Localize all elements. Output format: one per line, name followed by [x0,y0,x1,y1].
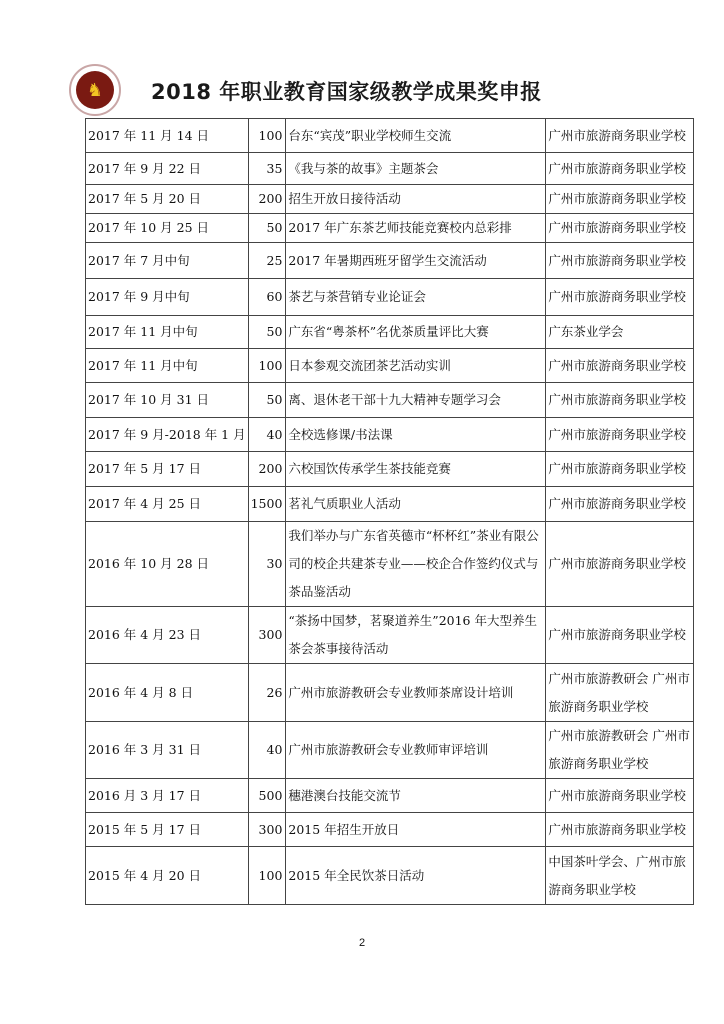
count-cell: 40 [248,722,286,779]
date-cell: 2017 年 5 月 17 日 [86,452,249,487]
count-cell: 50 [248,383,286,418]
event-cell: 穗港澳台技能交流节 [286,779,546,813]
date-cell: 2017 年 4 月 25 日 [86,487,249,522]
count-cell: 30 [248,522,286,607]
date-cell: 2016 年 4 月 8 日 [86,664,249,722]
page-number: 2 [358,937,366,949]
page-title: 2018 年职业教育国家级教学成果奖申报 [151,80,542,104]
count-cell: 300 [248,607,286,664]
event-cell: 茗礼气质职业人活动 [286,487,546,522]
table-row [86,119,694,153]
organizer-cell: 广州市旅游商务职业学校 [546,522,694,607]
table-row [86,452,694,487]
count-cell: 100 [248,349,286,383]
count-cell: 100 [248,847,286,905]
organizer-cell: 广东茶业学会 [546,316,694,349]
date-cell: 2017 年 9 月中旬 [86,279,249,316]
date-cell: 2016 年 4 月 23 日 [86,607,249,664]
table-row [86,418,694,452]
count-cell: 26 [248,664,286,722]
event-cell: 2015 年招生开放日 [286,813,546,847]
organizer-cell: 广州市旅游商务职业学校 [546,349,694,383]
event-cell: “茶扬中国梦，茗聚道养生”2016 年大型养生茶会茶事接待活动 [286,607,546,664]
table-row [86,607,694,664]
count-cell: 50 [248,214,286,243]
count-cell: 50 [248,316,286,349]
organizer-cell: 广州市旅游教研会 广州市旅游商务职业学校 [546,664,694,722]
table-row [86,522,694,607]
date-cell: 2017 年 11 月中旬 [86,349,249,383]
organizer-cell: 广州市旅游商务职业学校 [546,243,694,279]
event-cell: 六校国饮传承学生茶技能竞赛 [286,452,546,487]
date-cell: 2017 年 10 月 25 日 [86,214,249,243]
organizer-cell: 广州市旅游商务职业学校 [546,185,694,214]
event-cell: 茶艺与茶营销专业论证会 [286,279,546,316]
activity-table [85,118,694,905]
organizer-cell: 广州市旅游商务职业学校 [546,813,694,847]
date-cell: 2017 年 7 月中旬 [86,243,249,279]
count-cell: 1500 [248,487,286,522]
count-cell: 200 [248,185,286,214]
table-row [86,779,694,813]
date-cell: 2017 年 9 月-2018 年 1 月 [86,418,249,452]
event-cell: 2015 年全民饮茶日活动 [286,847,546,905]
organizer-cell: 广州市旅游商务职业学校 [546,153,694,185]
table-row [86,185,694,214]
date-cell: 2016 月 3 月 17 日 [86,779,249,813]
school-emblem-icon: ♞ [69,64,121,116]
event-cell: 招生开放日接待活动 [286,185,546,214]
date-cell: 2017 年 11 月中旬 [86,316,249,349]
count-cell: 25 [248,243,286,279]
date-cell: 2015 年 4 月 20 日 [86,847,249,905]
count-cell: 500 [248,779,286,813]
table-row [86,153,694,185]
organizer-cell: 广州市旅游商务职业学校 [546,418,694,452]
date-cell: 2017 年 5 月 20 日 [86,185,249,214]
table-row [86,214,694,243]
count-cell: 35 [248,153,286,185]
date-cell: 2017 年 9 月 22 日 [86,153,249,185]
table-row [86,487,694,522]
organizer-cell: 中国茶叶学会、广州市旅游商务职业学校 [546,847,694,905]
table-row [86,664,694,722]
event-cell: 日本参观交流团茶艺活动实训 [286,349,546,383]
event-cell: 全校选修课/书法课 [286,418,546,452]
organizer-cell: 广州市旅游商务职业学校 [546,607,694,664]
event-cell: 广东省“粤茶杯”名优茶质量评比大赛 [286,316,546,349]
organizer-cell: 广州市旅游商务职业学校 [546,214,694,243]
organizer-cell: 广州市旅游商务职业学校 [546,279,694,316]
date-cell: 2017 年 10 月 31 日 [86,383,249,418]
organizer-cell: 广州市旅游商务职业学校 [546,452,694,487]
event-cell: 《我与茶的故事》主题茶会 [286,153,546,185]
event-cell: 2017 年暑期西班牙留学生交流活动 [286,243,546,279]
table-row [86,279,694,316]
table-row [86,813,694,847]
table-row [86,847,694,905]
date-cell: 2017 年 11 月 14 日 [86,119,249,153]
table-row [86,722,694,779]
organizer-cell: 广州市旅游商务职业学校 [546,779,694,813]
table-row [86,383,694,418]
date-cell: 2016 年 10 月 28 日 [86,522,249,607]
date-cell: 2016 年 3 月 31 日 [86,722,249,779]
event-cell: 离、退休老干部十九大精神专题学习会 [286,383,546,418]
event-cell: 2017 年广东茶艺师技能竞赛校内总彩排 [286,214,546,243]
organizer-cell: 广州市旅游商务职业学校 [546,119,694,153]
event-cell: 台东“宾茂”职业学校师生交流 [286,119,546,153]
organizer-cell: 广州市旅游商务职业学校 [546,383,694,418]
event-cell: 广州市旅游教研会专业教师茶席设计培训 [286,664,546,722]
date-cell: 2015 年 5 月 17 日 [86,813,249,847]
event-cell: 广州市旅游教研会专业教师审评培训 [286,722,546,779]
organizer-cell: 广州市旅游教研会 广州市旅游商务职业学校 [546,722,694,779]
count-cell: 300 [248,813,286,847]
event-cell: 我们举办与广东省英德市“杯杯红”茶业有限公司的校企共建茶专业——校企合作签约仪式与茶品鉴活动 [286,522,546,607]
count-cell: 40 [248,418,286,452]
count-cell: 100 [248,119,286,153]
count-cell: 60 [248,279,286,316]
count-cell: 200 [248,452,286,487]
table-row [86,316,694,349]
table-row [86,243,694,279]
table-row [86,349,694,383]
organizer-cell: 广州市旅游商务职业学校 [546,487,694,522]
